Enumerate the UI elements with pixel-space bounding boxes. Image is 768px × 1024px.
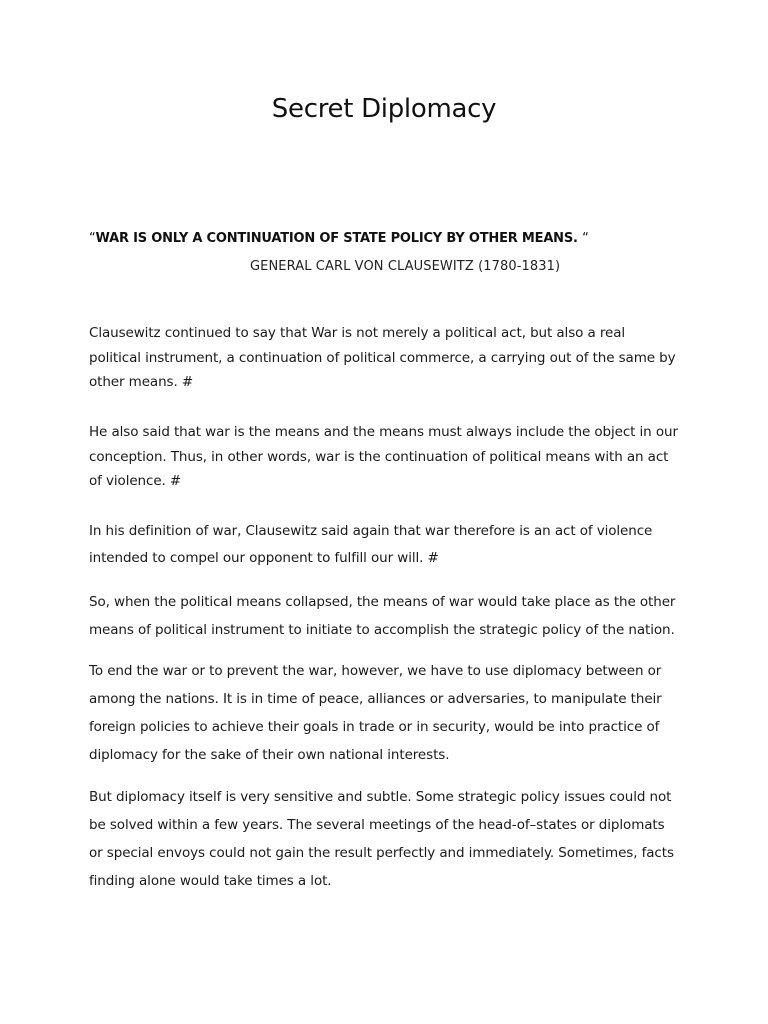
paragraph-line: Clausewitz continued to say that War is not merely a political act, but also a real bbox=[89, 325, 626, 341]
paragraph bbox=[89, 420, 689, 494]
paragraph-line: So, when the political means collapsed, the means of war would take place as the other bbox=[89, 594, 676, 610]
paragraph bbox=[89, 321, 689, 395]
paragraph-line: To end the war or to prevent the war, however, we have to use diplomacy between or bbox=[89, 663, 662, 679]
document-title: Secret Diplomacy bbox=[271, 94, 497, 124]
paragraph bbox=[89, 783, 689, 895]
quote-open-mark: “ bbox=[89, 231, 96, 246]
quote-close-mark: “ bbox=[582, 231, 589, 246]
paragraph-line: intended to compel our opponent to fulfill our will. # bbox=[89, 550, 439, 566]
paragraph-line: conception. Thus, in other words, war is the continuation of political means with an act bbox=[89, 448, 669, 465]
epigraph-quote bbox=[89, 231, 589, 246]
paragraph-line: In his definition of war, Clausewitz said again that war therefore is an act of violence bbox=[89, 523, 653, 539]
paragraph-line: But diplomacy itself is very sensitive and subtle. Some strategic policy issues could not bbox=[89, 789, 672, 805]
paragraph bbox=[89, 588, 689, 644]
quote-text: WAR IS ONLY A CONTINUATION OF STATE POLICY BY OTHER MEANS. bbox=[95, 231, 578, 246]
paragraph bbox=[89, 657, 689, 769]
quote-attribution: GENERAL CARL VON CLAUSEWITZ (1780-1831) bbox=[250, 259, 561, 274]
paragraph-line: among the nations. It is in time of peace, alliances or adversaries, to manipulate their bbox=[89, 691, 662, 707]
paragraph-line: or special envoys could not gain the result perfectly and immediately. Sometimes, facts bbox=[89, 845, 674, 861]
paragraph-line: diplomacy for the sake of their own national interests. bbox=[89, 747, 450, 763]
paragraph-line: finding alone would take times a lot. bbox=[89, 873, 332, 889]
paragraph-line: other means. # bbox=[89, 374, 194, 390]
paragraph-line: foreign policies to achieve their goals in trade or in security, would be into practice of bbox=[89, 719, 660, 735]
paragraph-line: political instrument, a continuation of political commerce, a carrying out of the same by bbox=[89, 349, 676, 366]
paragraph-line: of violence. # bbox=[89, 473, 182, 489]
paragraph-line: He also said that war is the means and the means must always include the object in our bbox=[89, 424, 678, 440]
paragraph-line: be solved within a few years. The several meetings of the head-of–states or diplomats bbox=[89, 817, 665, 833]
paragraph bbox=[89, 518, 689, 572]
paragraph-line: means of political instrument to initiate to accomplish the strategic policy of the nation. bbox=[89, 622, 675, 638]
